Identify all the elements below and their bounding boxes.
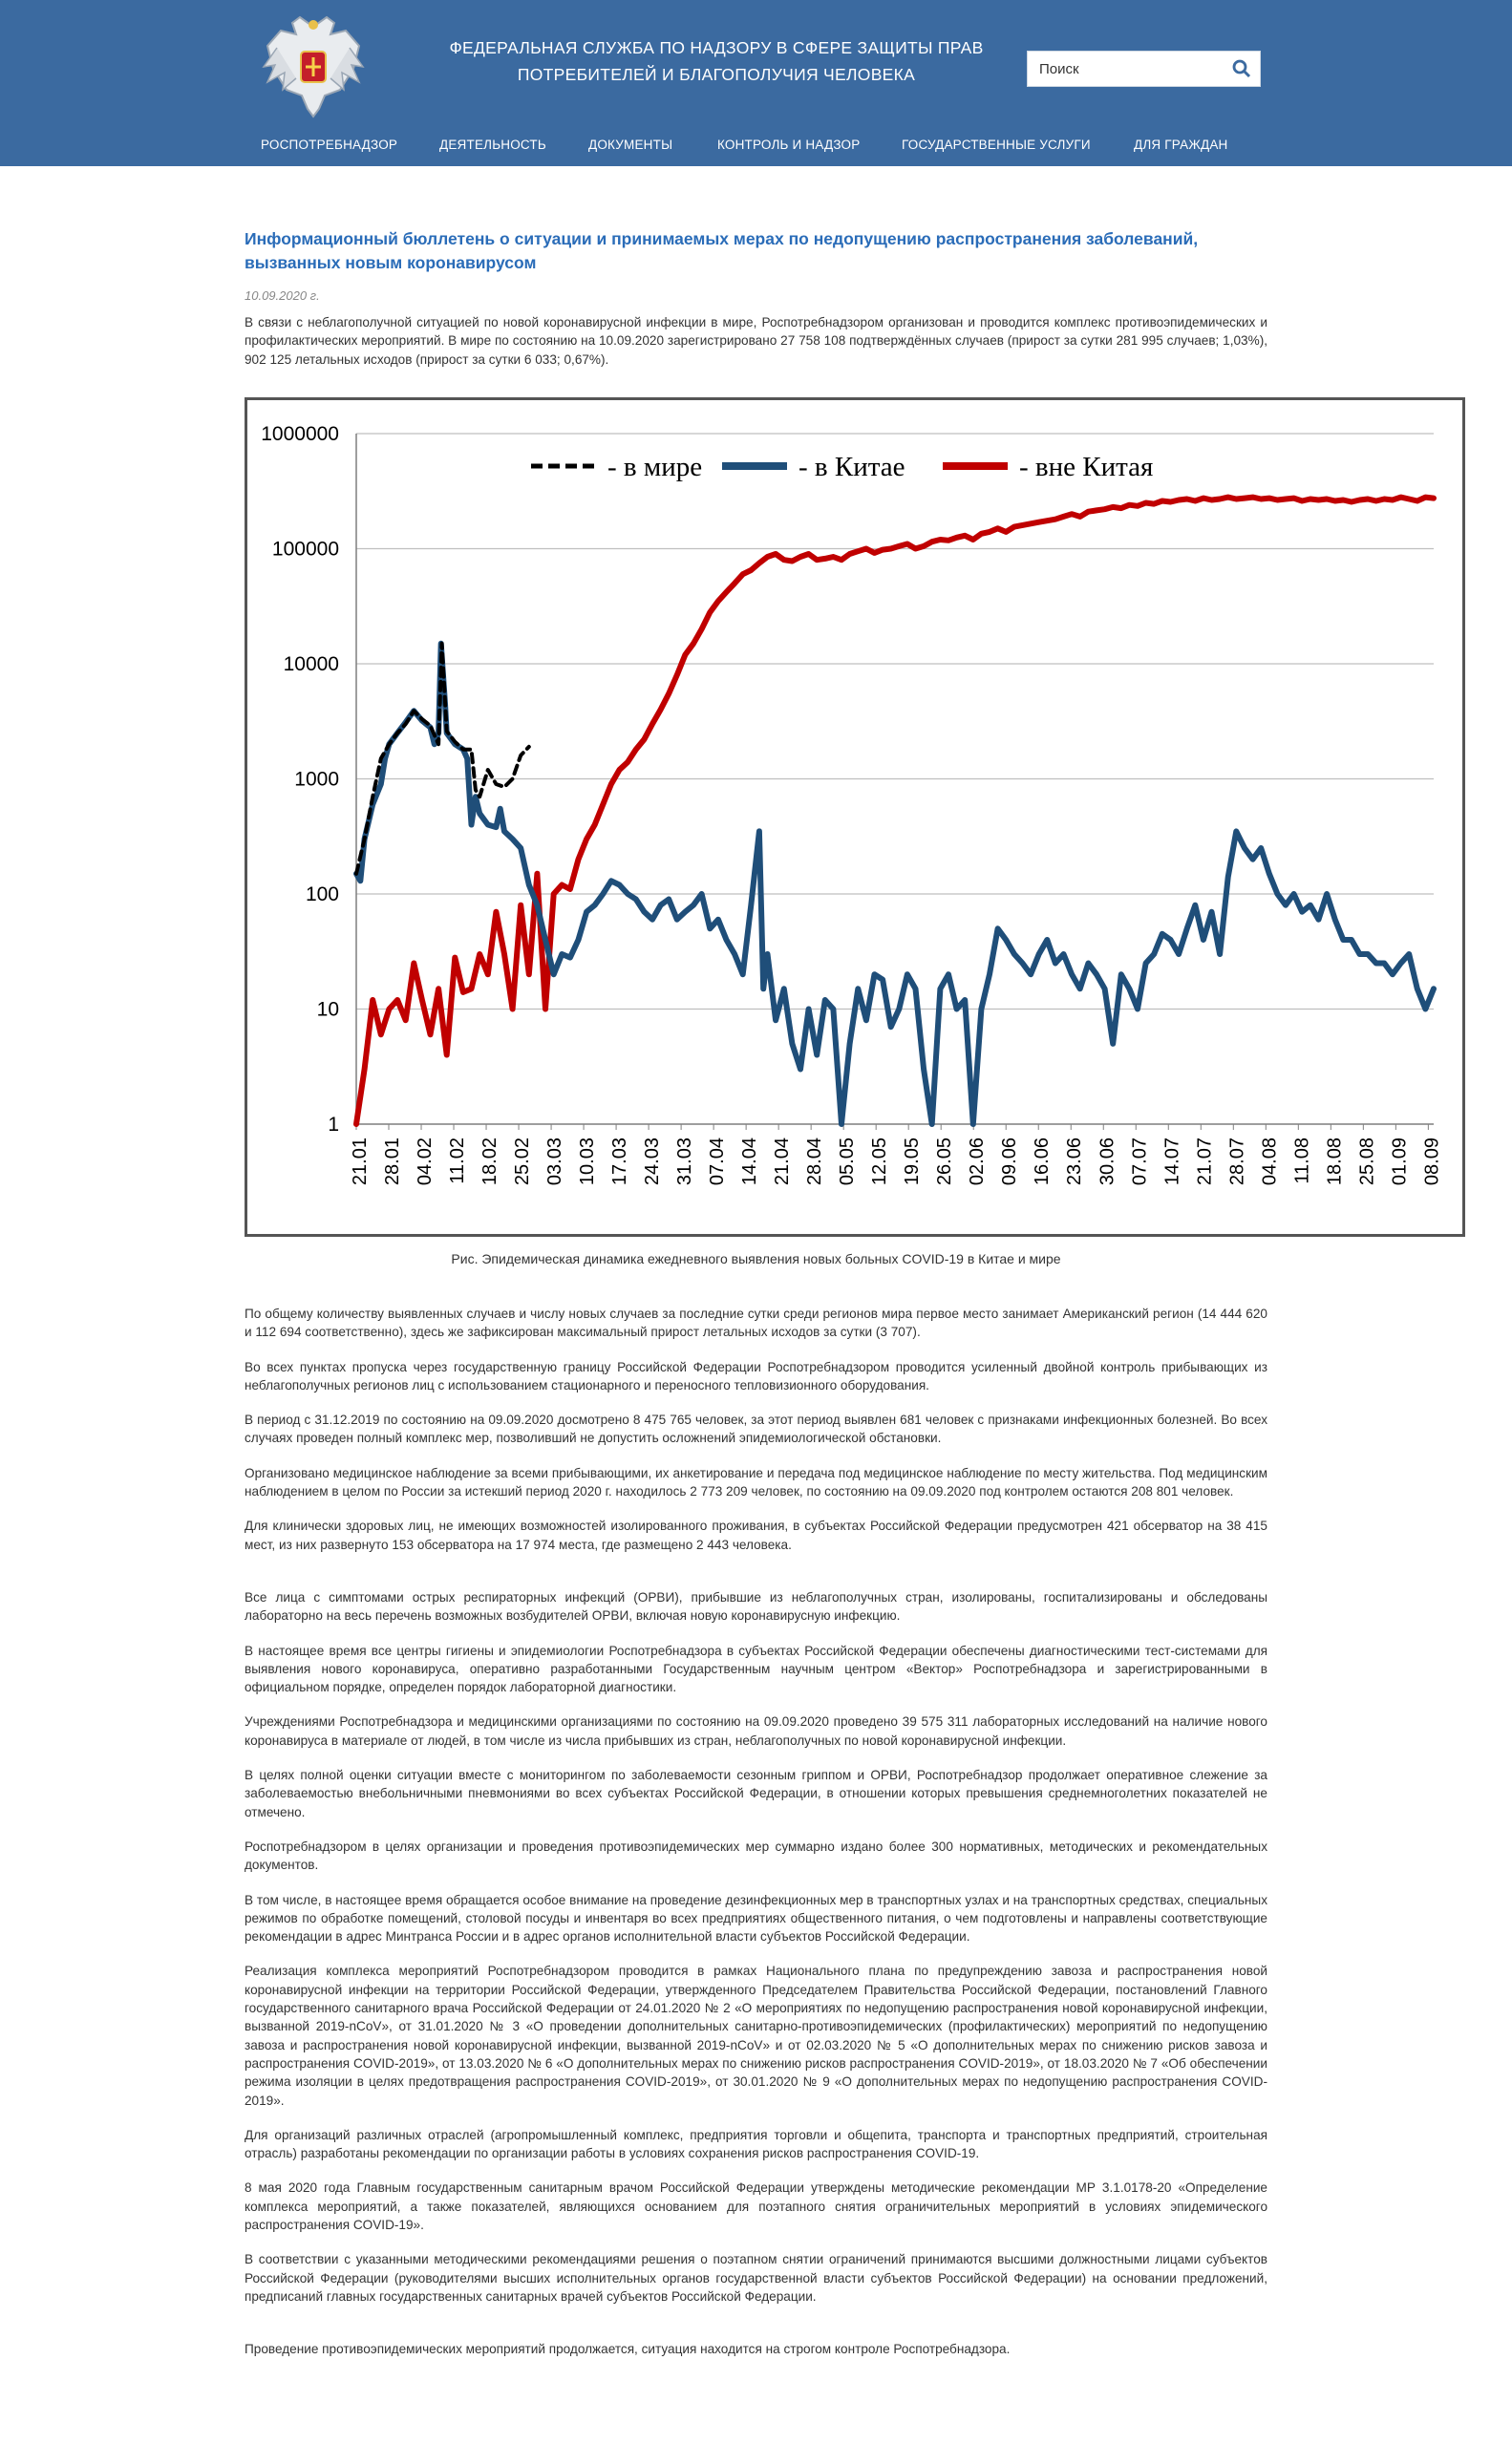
double-headed-eagle-emblem-icon[interactable] (258, 10, 369, 124)
x-tick-label: 25.02 (512, 1137, 534, 1186)
x-tick-label: 30.06 (1097, 1137, 1118, 1186)
x-tick-label: 04.02 (415, 1137, 437, 1186)
article-paragraph: Организовано медицинское наблюдение за всеми прибывающими, их анкетирование и передача под медицинское наблюдение по месту жительства. Под медицинским наблюдением в целом по России за истекший период 2020 г. находилось 2 773 209 человек, по состоянию на 09.09.2020 под контролем остаются 208 801 человек. (245, 1465, 1267, 1499)
article-paragraph: Во всех пунктах пропуска через государственную границу Российской Федерации Роспотребнадзором проводится усиленный двойной контроль прибывающих из неблагополучных регионов лиц с использованием стационарного и переносного тепловизионного оборудования. (245, 1359, 1267, 1393)
article-paragraph: Проведение противоэпидемических мероприятий продолжается, ситуация находится на строгом контроле Роспотребнадзора. (245, 2342, 1011, 2357)
article-title: Информационный бюллетень о ситуации и принимаемых мерах по недопущению распространения заболеваний, вызванных новым коронавирусом (245, 229, 1199, 272)
x-tick-label: 23.06 (1064, 1137, 1086, 1186)
x-tick-label: 21.07 (1194, 1137, 1216, 1186)
search-box (1027, 51, 1261, 87)
x-tick-label: 12.05 (869, 1137, 891, 1186)
x-tick-label: 28.01 (382, 1137, 404, 1186)
nav-item-rospotrebnadzor[interactable]: РОСПОТРЕБНАДЗОР (261, 138, 398, 152)
nav-item-citizens[interactable]: ДЛЯ ГРАЖДАН (1134, 138, 1228, 152)
x-tick-label: 21.01 (350, 1137, 371, 1186)
agency-title-line-2: ПОТРЕБИТЕЛЕЙ И БЛАГОПОЛУЧИЯ ЧЕЛОВЕКА (517, 65, 916, 84)
article-body (245, 1305, 1267, 2358)
x-tick-label: 11.02 (447, 1137, 469, 1184)
x-tick-label: 26.05 (934, 1137, 956, 1186)
x-tick-label: 28.07 (1226, 1137, 1248, 1186)
agency-title-line-1: ФЕДЕРАЛЬНАЯ СЛУЖБА ПО НАДЗОРУ В СФЕРЕ ЗАЩИТЫ ПРАВ (449, 38, 984, 57)
y-tick-label: 10 (316, 998, 339, 1021)
y-tick-label: 1 (328, 1114, 339, 1136)
chart-figure (245, 397, 1465, 1237)
nav-item-control[interactable]: КОНТРОЛЬ И НАДЗОР (717, 138, 861, 152)
article-paragraph: Реализация комплекса мероприятий Роспотребнадзором проводится в рамках Национального плана по предупреждению завоза и распространения новой коронавирусной инфекции на территории Российской Федерации, утвержденного Председателем Правительства Российской Федерации, постановлений Главного государственного санитарного врача Российской Федерации от 24.01.2020 № 2 «О мероприятиях по недопущению распространения новой коронавирусной инфекции, вызванной 2019-nCoV», от 31.01.2020 № 3 «О проведении дополнительных санитарно-противоэпидемических (профилактических) мероприятий по недопущению завоза и распространения новой коронавирусной инфекции, вызванной 2019-nCoV» и от 02.03.2020 № 5 «О дополнительных мерах по снижению рисков завоза и распространения COVID-2019», от 13.03.2020 № 6 «О дополнительных мерах по снижению рисков распространения COVID-2019», от 18.03.2020 № 7 «Об обеспечении режима изоляции в целях предотвращения распространения COVID-2019», от 30.01.2020 № 9 «О дополнительных мерах по недопущению распространения COVID-2019». (245, 1964, 1267, 2108)
x-tick-label: 11.08 (1291, 1137, 1313, 1184)
x-tick-label: 08.09 (1421, 1137, 1443, 1186)
x-tick-label: 09.06 (999, 1137, 1021, 1186)
x-tick-label: 02.06 (967, 1137, 989, 1186)
article-paragraph: Все лица с симптомами острых респираторных инфекций (ОРВИ), прибывшие из неблагополучных стран, изолированы, госпитализированы и обследованы лабораторно на весь перечень возможных возбудителей ОРВИ, включая новую коронавирусную инфекцию. (245, 1589, 1267, 1624)
y-tick-label: 1000000 (261, 423, 339, 445)
search-button[interactable] (1224, 52, 1260, 86)
nav-item-gov-services[interactable]: ГОСУДАРСТВЕННЫЕ УСЛУГИ (902, 138, 1091, 152)
magnifier-icon (1232, 59, 1251, 78)
series-line (356, 644, 1434, 1124)
x-tick-label: 14.07 (1161, 1137, 1183, 1186)
article-paragraph: В соответствии с указанными методическими рекомендациями решения о поэтапном снятии ограничений принимаются высшими должностными лицами субъектов Российской Федерации (руководителями высших исполнительных органов государственной власти субъектов Российской Федерации) на основании предложений, предписаний главных государственных санитарных врачей субъектов Российской Федерации. (245, 2252, 1267, 2304)
x-tick-label: 01.09 (1389, 1137, 1411, 1186)
x-tick-label: 19.05 (902, 1137, 924, 1186)
x-tick-label: 31.03 (674, 1137, 696, 1186)
series-line (356, 644, 529, 874)
article-paragraph: Роспотребнадзором в целях организации и проведения противоэпидемических мер суммарно издано более 300 нормативных, методических и рекомендательных документов. (245, 1839, 1267, 1873)
site-header (0, 0, 1512, 166)
y-tick-label: 100 (305, 883, 339, 905)
nav-item-documents[interactable]: ДОКУМЕНТЫ (588, 138, 673, 152)
y-tick-label: 100000 (271, 538, 339, 561)
main-nav (0, 134, 1512, 166)
x-tick-label: 24.03 (642, 1137, 664, 1186)
legend-label: - в мире (607, 452, 703, 482)
article-paragraph: В настоящее время все центры гигиены и эпидемиологии Роспотребнадзора в субъектах Российской Федерации обеспечены диагностическими тест-системами для выявления нового коронавируса, оперативно разработанными Государственным научным центром «Вектор» Роспотребнадзора и зарегистрированными в официальном порядке, определен порядок лабораторной диагностики. (245, 1643, 1267, 1695)
article-paragraph: 8 мая 2020 года Главным государственным санитарным врачом Российской Федерации утверждены методические рекомендации МР 3.1.0178-20 «Определение комплекса мероприятий, а также показателей, являющихся основанием для поэтапного снятия ограничительных мероприятий в условиях эпидемического распространения COVID-19». (245, 2180, 1267, 2232)
x-tick-label: 18.08 (1324, 1137, 1346, 1186)
figure-caption: Рис. Эпидемическая динамика ежедневного выявления новых больных COVID-19 в Китае и мире (451, 1251, 1061, 1266)
article-paragraph: В период с 31.12.2019 по состоянию на 09.09.2020 досмотрено 8 475 765 человек, за этот период выявлен 681 человек с признаками инфекционных болезней. Во всех случаях проведен полный комплекс мер, позволивший не допустить осложнений эпидемиологической обстановки. (245, 1413, 1267, 1446)
x-tick-label: 10.03 (577, 1137, 599, 1186)
x-tick-label: 16.06 (1032, 1137, 1054, 1186)
x-tick-label: 07.07 (1129, 1137, 1151, 1186)
article-intro: В связи с неблагополучной ситуацией по новой коронавирусной инфекции в мире, Роспотребнадзором организован и проводится комплекс противоэпидемических и профилактических мероприятий. В мире по состоянию на 10.09.2020 зарегистрировано 27 758 108 подтверждённых случаев (прирост за сутки 281 995 случаев; 1,03%), 902 125 летальных исходов (прирост за сутки 6 033; 0,67%). (245, 315, 1267, 367)
article-paragraph: По общему количеству выявленных случаев и числу новых случаев за последние сутки среди регионов мира первое место занимает Американский регион (14 444 620 и 112 694 соответственно), здесь же зафиксирован максимальный прирост летальных исходов за сутки (3 707). (245, 1307, 1267, 1340)
x-tick-label: 18.02 (479, 1137, 501, 1186)
legend-label: - в Китае (799, 452, 905, 482)
x-tick-label: 17.03 (609, 1137, 631, 1186)
article-paragraph: В целях полной оценки ситуации вместе с мониторингом по заболеваемости сезонным гриппом и ОРВИ, Роспотребнадзор продолжает оперативное слежение за заболеваемостью внебольничными пневмониями во всех субъектах Российской Федерации, в отношении которых превышения среднемноголетних показателей не отмечено. (245, 1768, 1267, 1819)
y-tick-label: 1000 (294, 768, 339, 791)
article-paragraph: Учреждениями Роспотребнадзора и медицинскими организациями по состоянию на 09.09.2020 проведено 39 575 311 лабораторных исследований на наличие нового коронавируса в материале от людей, в том числе из числа прибывших из стран, неблагополучных по новой коронавирусной инфекции. (245, 1714, 1267, 1748)
article-paragraph: Для организаций различных отраслей (агропромышленный комплекс, предприятия торговли и общепита, транспорта и транспортных предприятий, строительная отрасль) разработаны рекомендации по организации работы в условиях сохранения рисков распространения COVID-19. (245, 2127, 1267, 2161)
epidemic-chart (247, 400, 1462, 1234)
article-paragraph: В том числе, в настоящее время обращается особое внимание на проведение дезинфекционных мер в транспортных узлах и на транспортных средствах, специальных режимов по обработке помещений, столовой посуды и инвентаря во всех предприятиях общественного питания, о чем подготовлены и направлены соответствующие рекомендации в адрес Минтранса России и в адрес органов исполнительной власти субъектов Российской Федерации. (245, 1892, 1267, 1945)
legend-label: - вне Китая (1019, 452, 1154, 482)
x-tick-label: 28.04 (804, 1137, 826, 1186)
article-date: 10.09.2020 г. (245, 288, 320, 303)
series-line (356, 498, 1434, 1124)
x-tick-label: 25.08 (1356, 1137, 1378, 1186)
x-tick-label: 05.05 (837, 1137, 859, 1186)
x-tick-label: 03.03 (544, 1137, 566, 1186)
x-tick-label: 07.04 (707, 1137, 729, 1186)
agency-title (420, 34, 1012, 88)
y-tick-label: 10000 (283, 653, 339, 675)
x-tick-label: 21.04 (772, 1137, 794, 1186)
x-tick-label: 14.04 (739, 1137, 761, 1186)
article (245, 227, 1267, 369)
article-paragraph: Для клинически здоровых лиц, не имеющих возможностей изолированного проживания, в субъектах Российской Федерации предусмотрен 421 обсерватор на 38 415 мест, из них развернуто 153 обсерватора на 17 974 места, где размещено 2 443 человека. (245, 1519, 1267, 1552)
x-tick-label: 04.08 (1259, 1137, 1281, 1186)
search-input[interactable] (1028, 52, 1224, 86)
nav-item-activity[interactable]: ДЕЯТЕЛЬНОСТЬ (439, 138, 546, 152)
